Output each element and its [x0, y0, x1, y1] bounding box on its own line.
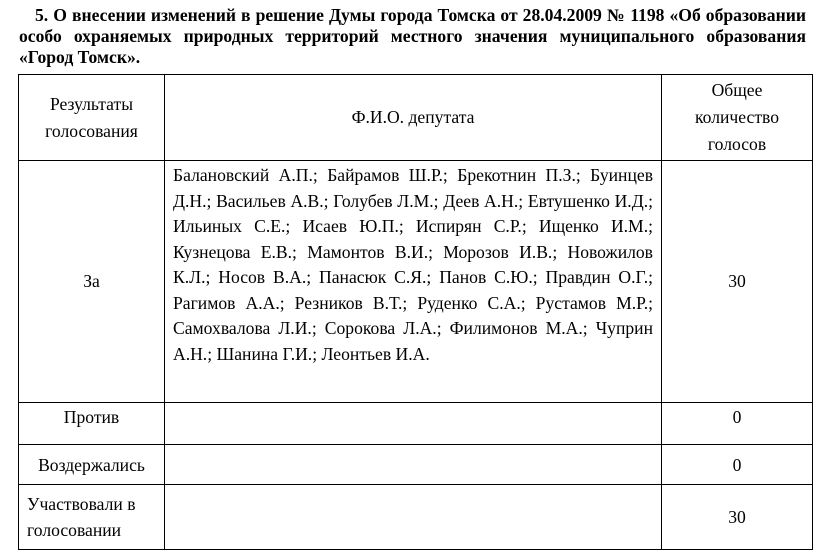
result-label: За [19, 161, 165, 403]
vote-count: 30 [662, 485, 813, 550]
heading-text: 5. О внесении изменений в решение Думы города Томска от 28.04.2009 № 1198 «Об образовании особо охраняемых природных территорий местного значения муниципального образования «Город Томск». [19, 5, 806, 67]
table-row [19, 485, 813, 550]
result-label: Против [19, 403, 165, 445]
result-label: Воздержались [19, 445, 165, 485]
table-row [19, 161, 813, 403]
deputies-list [165, 445, 662, 485]
vote-count: 30 [662, 161, 813, 403]
deputies-list [165, 485, 662, 550]
table-row [19, 403, 813, 445]
document-heading [19, 5, 806, 68]
header-deputies: Ф.И.О. депутата [165, 75, 662, 161]
deputies-list: Балановский А.П.; Байрамов Ш.Р.; Брекотнин П.З.; Буинцев Д.Н.; Васильев А.В.; Голубев Л.М.; Деев А.Н.; Евтушенко И.Д.; Ильиных С.Е.; Исаев Ю.П.; Испирян С.Р.; Ищенко И.М.; Кузнецова Е.В.; Мамонтов В.И.; Морозов И.В.; Новожилов К.Л.; Носов В.А.; Панасюк С.Я.; Панов С.Ю.; Правдин О.Г.; Рагимов А.А.; Резников В.Т.; Руденко С.А.; Рустамов М.Р.; Самохвалова Л.И.; Сорокова Л.А.; Филимонов М.А.; Чуприн А.Н.; Шанина Г.И.; Леонтьев И.А. [165, 161, 662, 403]
vote-count: 0 [662, 445, 813, 485]
header-count: Общее количество голосов [662, 75, 813, 161]
header-result: Результаты голосования [19, 75, 165, 161]
voting-results-table [18, 74, 813, 550]
table-row [19, 445, 813, 485]
vote-count: 0 [662, 403, 813, 445]
result-label: Участвовали в голосовании [19, 485, 165, 550]
deputies-list [165, 403, 662, 445]
table-header-row [19, 75, 813, 161]
